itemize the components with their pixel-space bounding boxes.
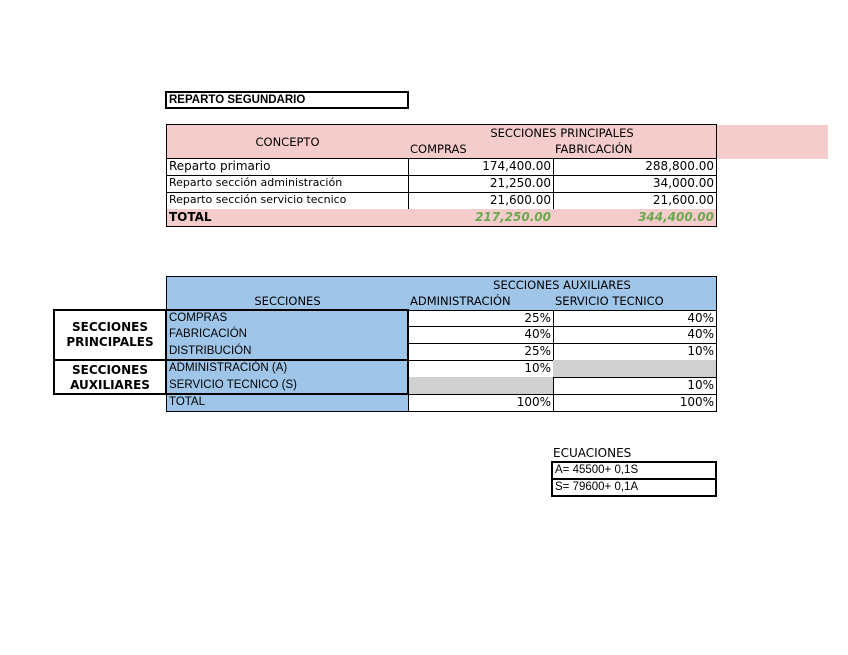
secciones-principales-header: SECCIONES PRINCIPALES: [408, 124, 717, 142]
table-cell-empty: [408, 377, 554, 395]
table-cell: 40%: [553, 326, 717, 344]
table-cell: 21,600.00: [553, 192, 717, 210]
table-row-label: Reparto sección administración: [166, 175, 409, 193]
equation-s: S= 79600+ 0,1A: [555, 481, 639, 493]
side-label-auxiliares-line2: AUXILIARES: [70, 378, 150, 392]
table-row-label: COMPRAS: [166, 310, 409, 327]
table-cell-empty: [553, 360, 717, 378]
secciones-auxiliares-header: SECCIONES AUXILIARES: [408, 276, 717, 294]
table-cell: 10%: [553, 343, 717, 361]
side-label-principales: [53, 320, 167, 352]
table-cell: 25%: [408, 310, 554, 327]
page-title: REPARTO SEGUNDARIO: [169, 94, 306, 106]
table-cell: 40%: [553, 310, 717, 327]
table-cell: 21,600.00: [408, 192, 554, 210]
secciones-header: SECCIONES: [166, 276, 409, 311]
table-cell: 34,000.00: [553, 175, 717, 193]
table-row-label: FABRICACIÓN: [166, 326, 409, 344]
table-row-label: Reparto sección servicio tecnico: [166, 192, 409, 210]
col-fabricacion-header: FABRICACIÓN: [553, 141, 717, 159]
total-fabricacion: 344,400.00: [553, 209, 717, 227]
col-compras-header: COMPRAS: [408, 141, 554, 159]
table-cell: 21,250.00: [408, 175, 554, 193]
table-row-label: Reparto primario: [166, 158, 409, 176]
side-label-principales-line2: PRINCIPALES: [66, 335, 154, 349]
total-servicio-tecnico: 100%: [553, 394, 717, 412]
table-cell: 10%: [553, 377, 717, 395]
total-label: TOTAL: [166, 394, 409, 412]
group-frame-principales: [165, 309, 409, 361]
side-label-auxiliares-line1: SECCIONES: [71, 363, 148, 377]
col-administracion-header: ADMINISTRACIÓN: [408, 293, 554, 311]
table-cell: 174,400.00: [408, 158, 554, 176]
equation-box-s: [551, 478, 717, 497]
table-cell: 25%: [408, 343, 554, 361]
table-cell: 10%: [408, 360, 554, 378]
header-highlight: [716, 125, 828, 159]
col-servicio-tecnico-header: SERVICIO TECNICO: [553, 293, 717, 311]
total-administracion: 100%: [408, 394, 554, 412]
total-label: TOTAL: [166, 209, 409, 227]
concepto-header: CONCEPTO: [166, 124, 409, 159]
group-frame-auxiliares: [165, 359, 409, 395]
table-row-label: ADMINISTRACIÓN (A): [166, 360, 409, 378]
side-label-auxiliares: [53, 363, 167, 395]
equation-a: A= 45500+ 0,1S: [555, 464, 639, 476]
equations-header: ECUACIONES: [553, 446, 632, 460]
table-cell: 40%: [408, 326, 554, 344]
table-row-label: DISTRIBUCIÓN: [166, 343, 409, 361]
total-compras: 217,250.00: [408, 209, 554, 227]
table-row-label: SERVICIO TECNICO (S): [166, 377, 409, 395]
side-label-principales-line1: SECCIONES: [71, 320, 148, 334]
title-box: [165, 91, 409, 109]
table-cell: 288,800.00: [553, 158, 717, 176]
